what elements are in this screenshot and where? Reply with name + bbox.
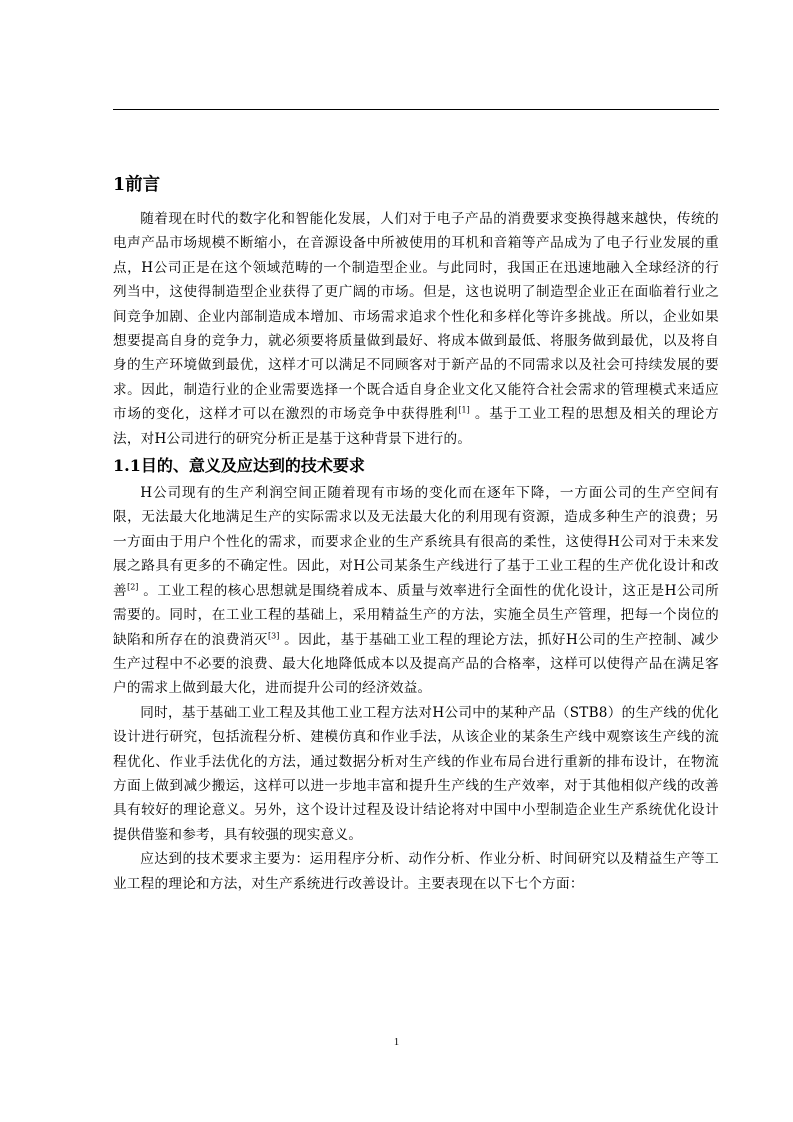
preface-paragraph <box>113 207 719 451</box>
purpose-text-part1: H公司现有的生产利润空间正随着现有市场的变化而在逐年下降，一方面公司的生产空间有限，无法最大化地满足生产的实际需求以及无法最大化的利用现有资源，造成多种生产的浪费；另一方面由于用户个性化的需求，而要求企业的生产系统具有很高的柔性，这使得H公司对于未来发展之路具有更多的不确定性。因此，对H公司某条生产线进行了基于工业工程的生产优化设计和改善 <box>113 485 719 599</box>
citation-ref-3: [3] <box>268 630 280 640</box>
section-heading-preface: 1前言 <box>113 175 161 195</box>
document-body <box>113 170 719 896</box>
preface-text-part1: 随着现在时代的数字化和智能化发展，人们对于电子产品的消费要求变换得越来越快，传统的电声产品市场规模不断缩小，在音源设备中所被使用的耳机和音箱等产品成为了电子行业发展的重点，H公司正是在这个领域范畴的一个制造型企业。与此同时，我国正在迅速地融入全球经济的行列当中，这使得制造型企业获得了更广阔的市场。但是，这也说明了制造型企业正在面临着行业之间竞争加剧、企业内部制造成本增加、市场需求追求个性化和多样化等许多挑战。所以，企业如果想要提高自身的竞争力，就必须要将质量做到最好、将成本做到最低、将服务做到最优，以及将自身的生产环境做到最优，这样才可以满足不同顾客对于新产品的不同需求以及社会可持续发展的要求。因此，制造行业的企业需要选择一个既合适自身企业文化又能符合社会需求的管理模式来适应市场的变化，这样才可以在激烈的市场竞争中获得胜利 <box>113 211 719 423</box>
citation-ref-1: [1] <box>458 405 470 415</box>
citation-ref-2: [2] <box>127 582 139 592</box>
preface-text-part2: 。基于工业工程的思想及相关的理论方法，对H公司进行的研究分析正是基于这种背景下进行的。 <box>113 406 720 447</box>
purpose-paragraph-1 <box>113 481 719 701</box>
header-rule <box>113 109 719 110</box>
section-heading-purpose: 1.1目的、意义及应达到的技术要求 <box>113 456 365 476</box>
purpose-paragraph-2: 同时，基于基础工业工程及其他工业工程方法对H公司中的某种产品（STB8）的生产线的优化设计进行研究，包括流程分析、建模仿真和作业手法，从该企业的某条生产线中观察该生产线的流程优化、作业手法优化的方法，通过数据分析对生产线的作业布局台进行重新的排布设计，在物流方面上做到减少搬运，这样可以进一步地丰富和提升生产线的生产效率，对于其他相似产线的改善具有较好的理论意义。另外，这个设计过程及设计结论将对中国中小型制造企业生产系统优化设计提供借鉴和参考，具有较强的现实意义。 <box>113 704 719 843</box>
purpose-paragraph-3: 应达到的技术要求主要为：运用程序分析、动作分析、作业分析、时间研究以及精益生产等工业工程的理论和方法，对生产系统进行改善设计。主要表现在以下七个方面： <box>113 851 719 892</box>
page-number: 1 <box>393 1037 400 1048</box>
purpose-text-part3: 。因此，基于基础工业工程的理论方法，抓好H公司的生产控制、减少生产过程中不必要的浪费、最大化地降低成本以及提高产品的合格率，这样可以使得产品在满足客户的需求上做到最大化，进而提升公司的经济效益。 <box>113 631 719 697</box>
purpose-text-part2: 。工业工程的核心思想就是围绕着成本、质量与效率进行全面性的优化设计，这正是H公司所需要的。同时，在工业工程的基础上，采用精益生产的方法，实施全员生产管理，把每一个岗位的缺陷和所存在的浪费消灭 <box>113 582 719 648</box>
